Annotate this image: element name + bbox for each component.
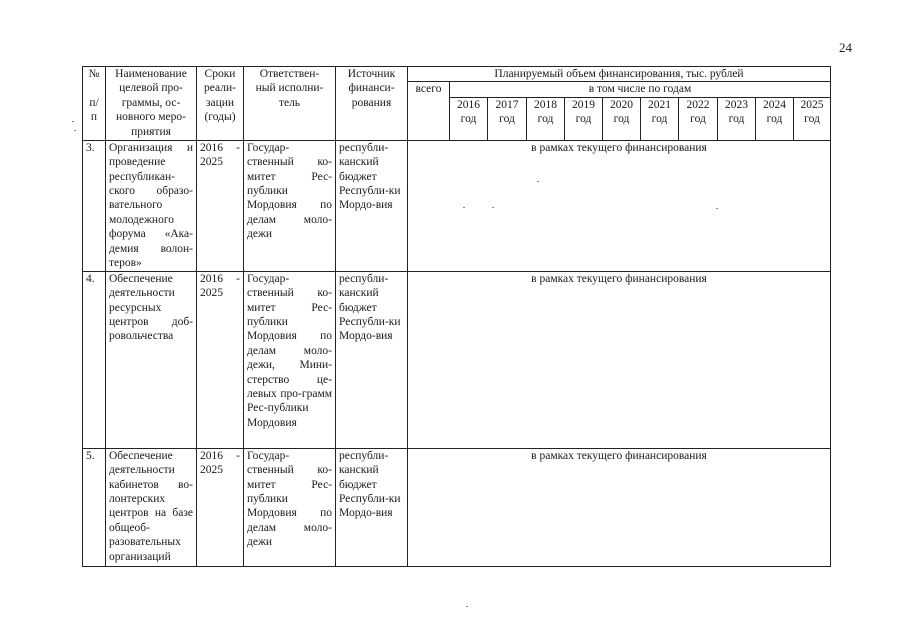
header-by-years: в том числе по годам: [450, 82, 831, 97]
header-year: 2024 год: [756, 97, 794, 140]
row-num: 3.: [83, 140, 106, 271]
header-year: 2016 год: [450, 97, 488, 140]
row-source: республи-канский бюджет Республи-ки Мордо-вия: [336, 448, 408, 566]
header-year: 2023 год: [718, 97, 756, 140]
row-name: Организация и проведение республикан-ского образо-вательного молодежного форума «Ака-демия волон-теров»: [106, 140, 197, 271]
header-year: 2017 год: [488, 97, 527, 140]
header-name: Наименование целевой про- граммы, ос- новного меро- приятия: [106, 67, 197, 141]
header-total: всего: [408, 82, 450, 140]
header-executor: Ответствен- ный исполни- тель: [244, 67, 336, 141]
table-row: [83, 140, 831, 271]
header-year: 2018 год: [527, 97, 565, 140]
row-period: 2016 - 2025: [197, 271, 244, 448]
header-num: № п/ п: [83, 67, 106, 141]
row-period: 2016 - 2025: [197, 448, 244, 566]
financing-plan-table: [82, 66, 831, 567]
row-name: Обеспечение деятельности кабинетов во-лонтерских центров на базе общеоб-разовательных организаций: [106, 448, 197, 566]
header-year: 2025 год: [794, 97, 831, 140]
row-financing: в рамках текущего финансирования: [408, 271, 831, 448]
header-planned-financing: Планируемый объем финансирования, тыс. рублей: [408, 67, 831, 82]
row-source: республи-канский бюджет Республи-ки Мордо-вия: [336, 140, 408, 271]
scan-speck: [463, 207, 465, 208]
row-source: республи-канский бюджет Республи-ки Мордо-вия: [336, 271, 408, 448]
row-executor: Государ-ственный ко-митет Рес-публики Мордовия по делам моло-дежи: [244, 448, 336, 566]
row-financing: в рамках текущего финансирования: [408, 140, 831, 271]
row-num: 5.: [83, 448, 106, 566]
scan-speck: [492, 207, 494, 208]
page-number: 24: [839, 40, 852, 55]
row-executor: Государ-ственный ко-митет Рес-публики Мордовия по делам моло-дежи, Мини-стерство це-левых про-грамм Рес-публики Мордовия: [244, 271, 336, 448]
header-year: 2021 год: [641, 97, 679, 140]
table-row: [83, 448, 831, 566]
row-financing: в рамках текущего финансирования: [408, 448, 831, 566]
scan-speck: [74, 130, 76, 131]
header-period: Сроки реали- зации (годы): [197, 67, 244, 141]
row-name: Обеспечение деятельности ресурсных центров доб-ровольчества: [106, 271, 197, 448]
scan-speck: [537, 181, 539, 182]
scan-speck: [72, 121, 74, 122]
scan-speck: [466, 606, 468, 607]
row-executor: Государ-ственный ко-митет Рес-публики Мордовия по делам моло-дежи: [244, 140, 336, 271]
header-source: Источник финанси- рования: [336, 67, 408, 141]
header-year: 2020 год: [603, 97, 641, 140]
table-row: [83, 271, 831, 448]
row-num: 4.: [83, 271, 106, 448]
scan-speck: [716, 208, 718, 209]
header-year: 2019 год: [565, 97, 603, 140]
header-year: 2022 год: [679, 97, 718, 140]
row-period: 2016 - 2025: [197, 140, 244, 271]
